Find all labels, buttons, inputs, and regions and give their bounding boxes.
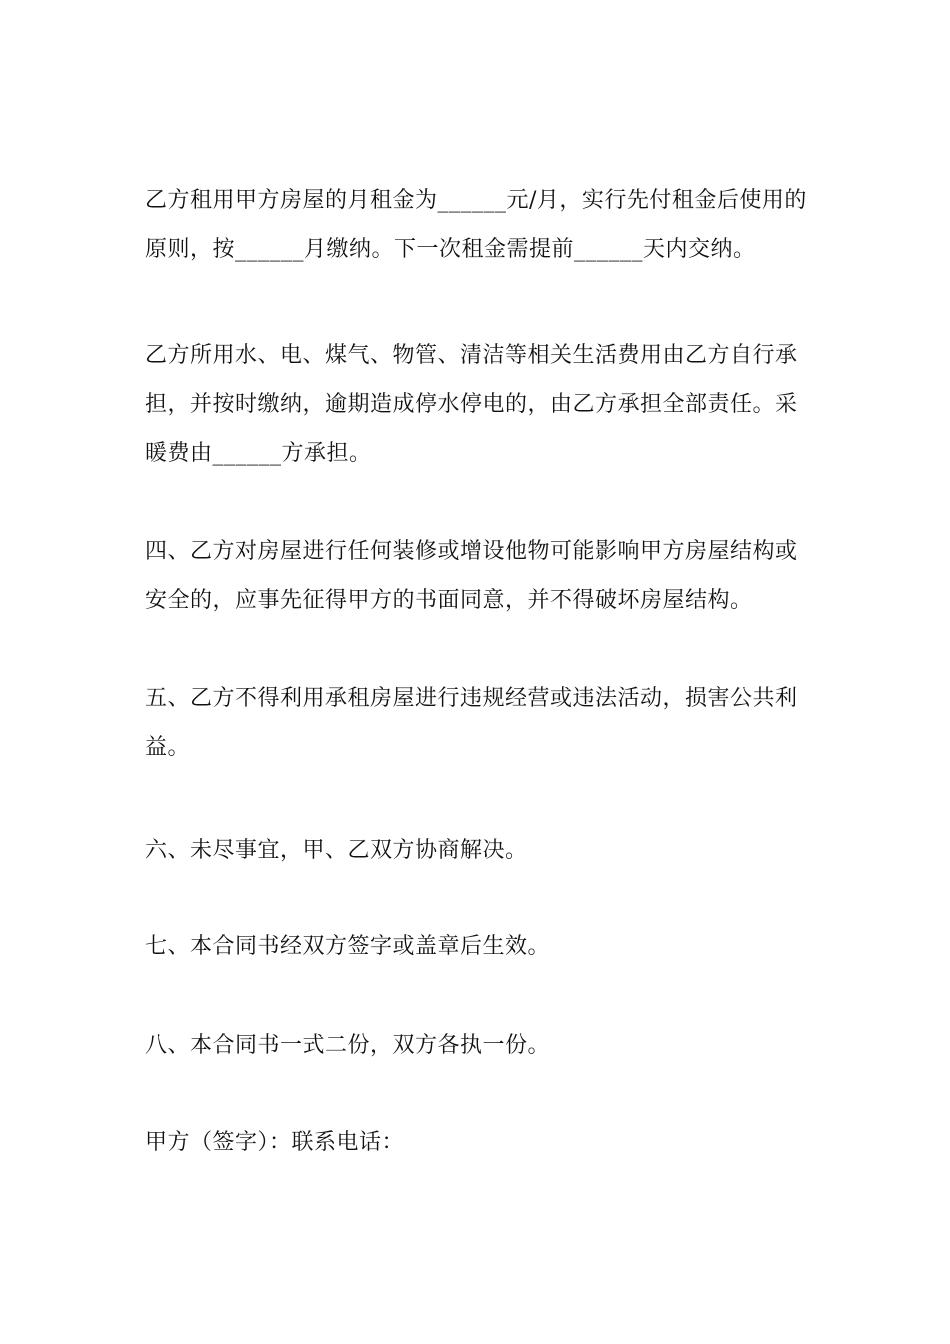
text-line: 甲方（签字）：联系电话： bbox=[145, 1130, 405, 1155]
clause-six-paragraph bbox=[145, 826, 807, 875]
rent-payment-paragraph bbox=[145, 176, 807, 274]
text-line: 七、本合同书经双方签字或盖章后生效。 bbox=[145, 934, 551, 959]
text-line: 八、本合同书一式二份，双方各执一份。 bbox=[145, 1033, 551, 1058]
party-a-signature-line bbox=[145, 1118, 807, 1167]
text-line: 安全的，应事先征得甲方的书面同意，并不得破坏房屋结构。 bbox=[145, 588, 753, 613]
text-line: 乙方所用水、电、煤气、物管、清洁等相关生活费用由乙方自行承 bbox=[145, 343, 798, 368]
text-line: 乙方租用甲方房屋的月租金为______元/月，实行先付租金后使用的 bbox=[145, 188, 807, 213]
clause-seven-paragraph bbox=[145, 922, 807, 971]
text-line: 暖费由______方承担。 bbox=[145, 441, 372, 466]
utilities-paragraph bbox=[145, 331, 807, 478]
text-line: 益。 bbox=[145, 735, 191, 760]
text-line: 六、未尽事宜，甲、乙双方协商解决。 bbox=[145, 838, 528, 863]
text-line: 四、乙方对房屋进行任何装修或增设他物可能影响甲方房屋结构或 bbox=[145, 539, 798, 564]
clause-five-paragraph bbox=[145, 674, 807, 772]
text-line: 担，并按时缴纳，逾期造成停水停电的，由乙方承担全部责任。采 bbox=[145, 392, 798, 417]
text-line: 五、乙方不得利用承租房屋进行违规经营或违法活动，损害公共利 bbox=[145, 686, 798, 711]
clause-four-paragraph bbox=[145, 527, 807, 625]
text-line: 原则，按______月缴纳。下一次租金需提前______天内交纳。 bbox=[145, 237, 756, 262]
clause-eight-paragraph bbox=[145, 1021, 807, 1070]
